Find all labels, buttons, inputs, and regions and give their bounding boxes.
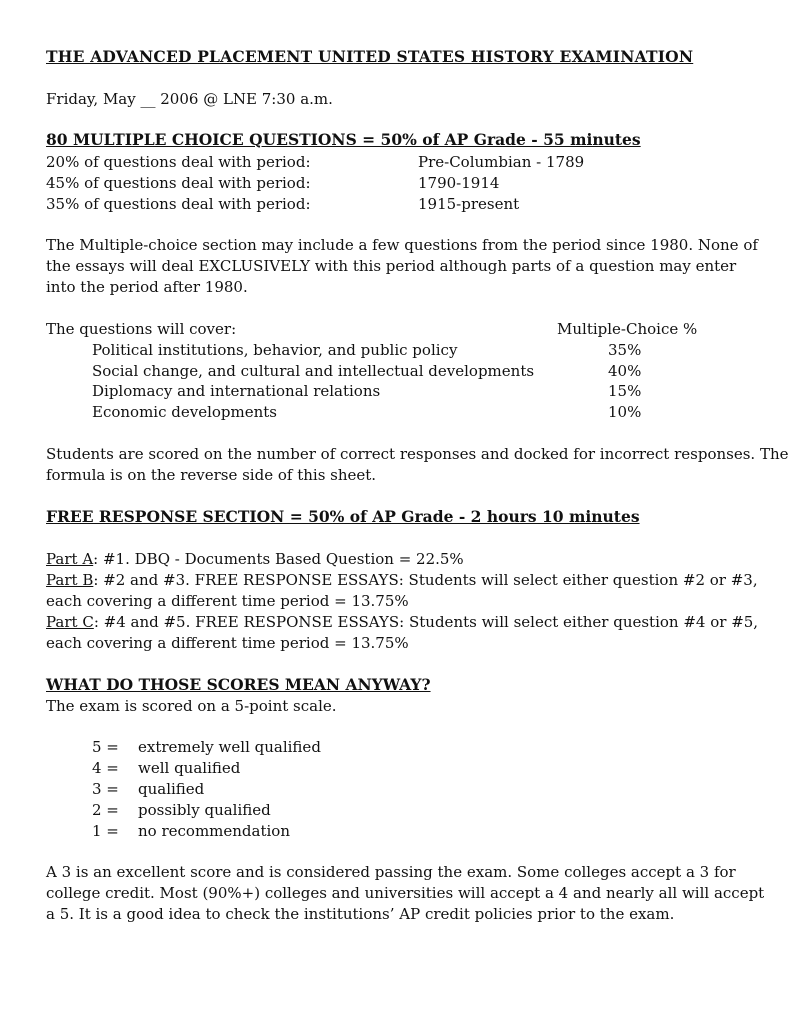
- part-label: Part C: [46, 613, 94, 631]
- fr-section-heading: FREE RESPONSE SECTION = 50% of AP Grade - 2 hours 10 minutes: [46, 507, 640, 526]
- period-label: 20% of questions deal with period:: [46, 153, 311, 171]
- exam-date: Friday, May __ 2006 @ LNE 7:30 a.m.: [46, 90, 333, 108]
- closing-line: college credit. Most (90%+) colleges and universities will accept a 4 and nearly all will accept: [46, 884, 765, 902]
- fr-part-c: [46, 612, 758, 632]
- coverage-topic: Economic developments: [92, 403, 278, 421]
- coverage-header-row: [46, 319, 746, 339]
- period-range: 1790-1914: [418, 174, 500, 192]
- score-meaning: possibly qualified: [138, 801, 271, 819]
- period-row: [46, 152, 746, 172]
- mc-note-line: into the period after 1980.: [46, 278, 248, 296]
- period-row: [46, 173, 746, 193]
- closing-line: a 5. It is a good idea to check the institutions’ AP credit policies prior to the exam.: [46, 905, 675, 923]
- part-text-continued: each covering a different time period = 13.75%: [46, 592, 409, 610]
- part-label: Part B: [46, 571, 94, 589]
- period-label: 45% of questions deal with period:: [46, 174, 311, 192]
- part-text: : #1. DBQ - Documents Based Question = 22.5%: [93, 550, 464, 568]
- coverage-topic: Political institutions, behavior, and public policy: [92, 341, 458, 359]
- score-value: 5 =: [92, 738, 119, 756]
- coverage-col-header: Multiple-Choice %: [557, 320, 698, 338]
- coverage-pct: 40%: [608, 362, 642, 380]
- score-value: 1 =: [92, 822, 119, 840]
- scoring-line: formula is on the reverse side of this sheet.: [46, 466, 377, 484]
- score-meaning: well qualified: [138, 759, 241, 777]
- period-label: 35% of questions deal with period:: [46, 195, 311, 213]
- score-value: 2 =: [92, 801, 119, 819]
- period-range: Pre-Columbian - 1789: [418, 153, 585, 171]
- score-meaning: extremely well qualified: [138, 738, 321, 756]
- document-title: THE ADVANCED PLACEMENT UNITED STATES HISTORY EXAMINATION: [46, 47, 694, 66]
- coverage-topic: Diplomacy and international relations: [92, 382, 381, 400]
- score-meaning: no recommendation: [138, 822, 290, 840]
- score-meaning: qualified: [138, 780, 205, 798]
- mc-section-heading: 80 MULTIPLE CHOICE QUESTIONS = 50% of AP Grade - 55 minutes: [46, 130, 641, 149]
- coverage-label: The questions will cover:: [46, 320, 237, 338]
- closing-line: A 3 is an excellent score and is considered passing the exam. Some colleges accept a 3 for: [46, 863, 736, 881]
- coverage-pct: 15%: [608, 382, 642, 400]
- part-text: : #2 and #3. FREE RESPONSE ESSAYS: Students will select either question #2 or #3,: [93, 571, 758, 589]
- score-value: 3 =: [92, 780, 119, 798]
- period-row: [46, 194, 746, 214]
- part-text: : #4 and #5. FREE RESPONSE ESSAYS: Students will select either question #4 or #5,: [93, 613, 759, 631]
- coverage-topic: Social change, and cultural and intellectual developments: [92, 362, 535, 380]
- coverage-pct: 35%: [608, 341, 642, 359]
- score-value: 4 =: [92, 759, 119, 777]
- fr-part-a: [46, 549, 464, 569]
- scoring-line: Students are scored on the number of correct responses and docked for incorrect responses. The: [46, 445, 789, 463]
- mc-note-line: The Multiple-choice section may include a few questions from the period since 1980. None of: [46, 236, 758, 254]
- period-range: 1915-present: [418, 195, 520, 213]
- mc-note-line: the essays will deal EXCLUSIVELY with this period although parts of a question may enter: [46, 257, 737, 275]
- fr-part-b: [46, 570, 758, 590]
- part-text-continued: each covering a different time period = 13.75%: [46, 634, 409, 652]
- scores-intro: The exam is scored on a 5-point scale.: [46, 697, 337, 715]
- coverage-pct: 10%: [608, 403, 642, 421]
- scores-section-heading: WHAT DO THOSE SCORES MEAN ANYWAY?: [46, 675, 431, 694]
- part-label: Part A: [46, 550, 94, 568]
